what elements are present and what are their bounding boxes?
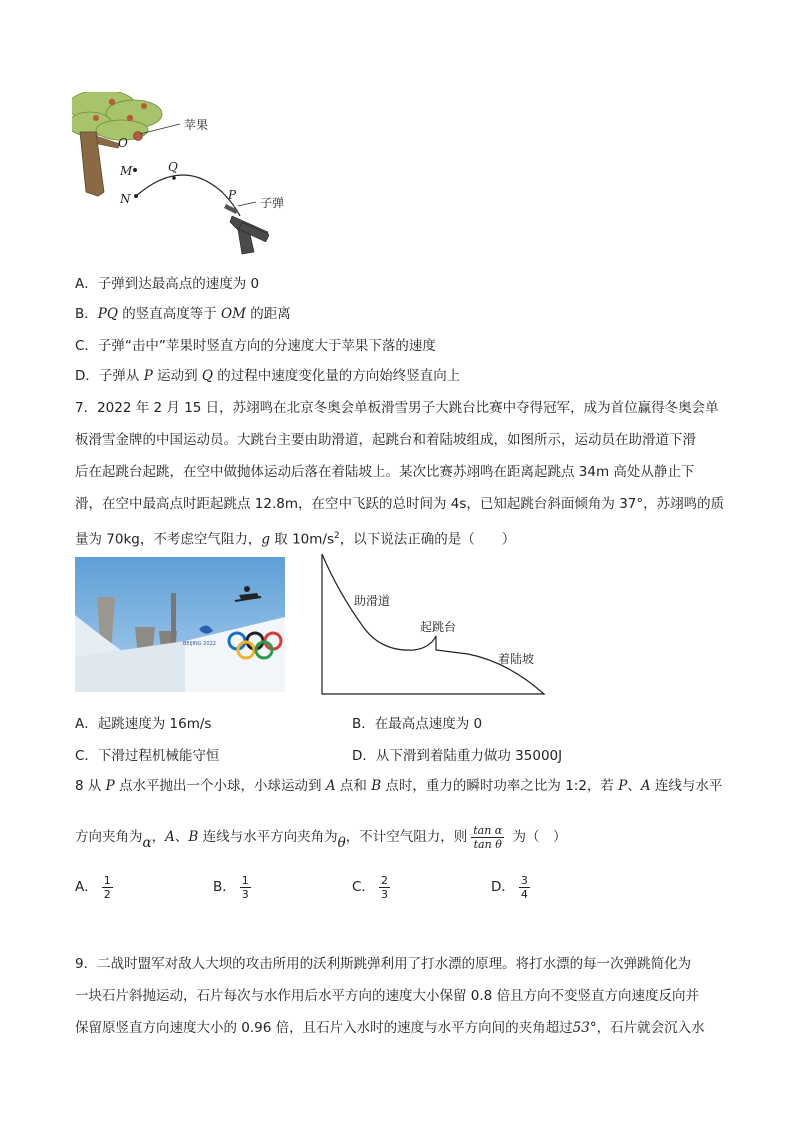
figure-apple-bullet: [72, 92, 312, 264]
label-landing-slope: 着陆坡: [498, 652, 535, 666]
label-n: N: [120, 192, 131, 206]
q7-line-3: 后在起跳台起跳，在空中做抛体运动后落在着陆坡上。某次比赛苏翊鸣在距离起跳点 34m 高处从静止下: [75, 464, 695, 480]
q9-line-2: 一块石片斜抛运动，石片每次与水作用后水平方向的速度大小保留 0.8 倍且方向不变竖直方向速度反向并: [75, 988, 700, 1004]
q7-option-d: D．从下滑到着陆重力做功 35000J: [352, 748, 563, 764]
q8-line-1: 8 从 P 点水平抛出一个小球，小球运动到 A 点和 B 点时，重力的瞬时功率之比为 1:2，若 P、A 连线与水平: [75, 778, 723, 794]
q9-line-1: 9．二战时盟军对敌人大坝的攻击所用的沃利斯跳弹利用了打水漂的原理。将打水漂的每一次弹跳简化为: [75, 956, 692, 972]
q6-option-d: D．子弹从 P 运动到 Q 的过程中速度变化量的方向始终竖直向上: [75, 368, 461, 384]
q7-line-4: 滑，在空中最高点时距起跳点 12.8m，在空中飞跃的总时间为 4s，已知起跳台斜面倾角为 37°，苏翊鸣的质: [75, 496, 725, 512]
q8-option-d: D． $\frac{3}{4}$: [491, 873, 528, 901]
q7-line-5: 量为 70kg，不考虑空气阻力，g 取 $10m/s^2$，以下说法正确的是（ ）: [75, 531, 516, 548]
big-air-photo-drawing: [75, 557, 285, 692]
point-m: [133, 168, 137, 172]
bullet: [224, 204, 238, 214]
label-q: Q: [168, 160, 178, 174]
photo-sign-text: BEIJING 2022: [183, 641, 216, 647]
q8-option-b: B． $\frac{1}{3}$: [213, 873, 249, 901]
q6-option-b: B．PQ 的竖直高度等于 OM 的距离: [75, 306, 291, 322]
label-m: M: [120, 164, 133, 178]
apple-o: [134, 132, 143, 141]
q7-option-a: A．起跳速度为 16m/s: [75, 716, 212, 732]
big-air-photo: [75, 557, 285, 692]
q7-line-1: 7．2022 年 2 月 15 日，苏翊鸣在北京冬奥会单板滑雪男子大跳台比赛中夺得冠军，成为首位赢得冬奥会单: [75, 400, 719, 416]
pistol: [230, 216, 269, 254]
q6-option-c: C．子弹“击中”苹果时竖直方向的分速度大于苹果下落的速度: [75, 338, 436, 354]
label-p: P: [228, 188, 237, 202]
q6-option-a: A．子弹到达最高点的速度为 0: [75, 276, 260, 292]
big-air-diagram: [318, 552, 550, 698]
q7-option-b: B．在最高点速度为 0: [352, 716, 483, 732]
bullet-trajectory: [136, 175, 240, 216]
point-q: [172, 176, 176, 180]
label-o: O: [118, 136, 128, 150]
label-apple: 苹果: [184, 118, 209, 132]
tan-ratio-fraction: $\frac{\text{tan α}}{\text{tan θ}}$: [473, 823, 503, 851]
q7-line-2: 板滑雪金牌的中国运动员。大跳台主要由助滑道，起跳台和着陆坡组成，如图所示，运动员在助滑道下滑: [75, 432, 696, 448]
q7-option-c: C．下滑过程机械能守恒: [75, 748, 220, 764]
label-bullet: 子弹: [260, 196, 285, 210]
q9-line-3: 保留原竖直方向速度大小的 0.96 倍，且石片入水时的速度与水平方向间的夹角超过53°，石片就会沉入水: [75, 1020, 705, 1036]
label-approach-ramp: 助滑道: [354, 594, 391, 608]
q8-option-a: A． $\frac{1}{2}$: [75, 873, 111, 901]
q8-option-c: C． $\frac{2}{3}$: [352, 873, 388, 901]
label-takeoff-table: 起跳台: [420, 620, 457, 634]
q8-line-2: 方向夹角为α，A、B 连线与水平方向夹角为θ，不计空气阻力，则 $\frac{\text{tan α}}{\text{tan θ}}$ 为（ ）: [75, 823, 567, 851]
